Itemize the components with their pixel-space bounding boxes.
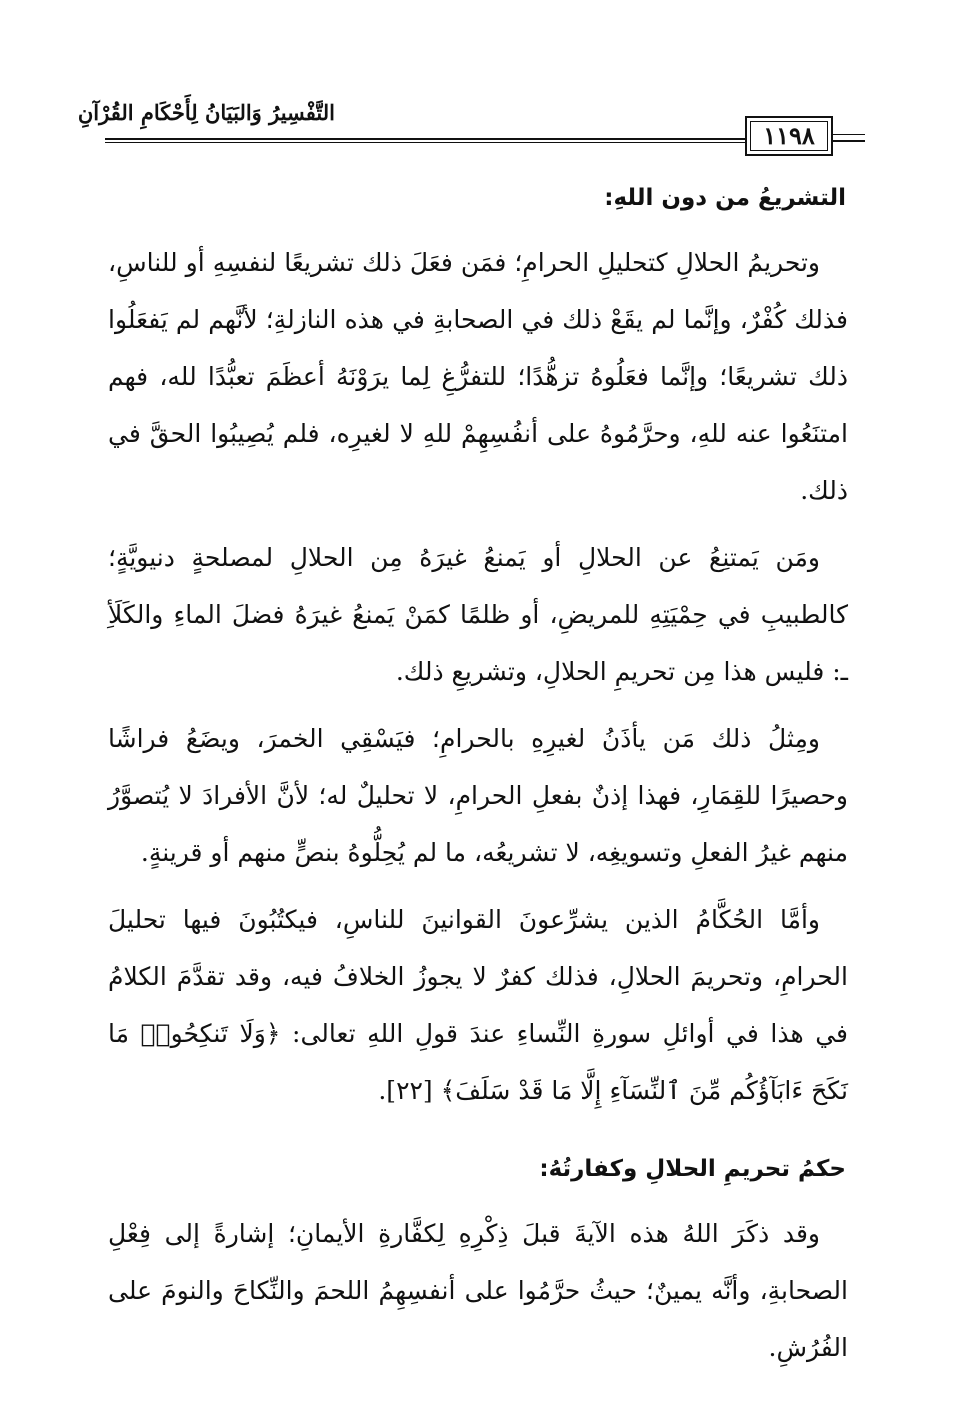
- section-heading-legislation: التشريعُ من دون اللهِ:: [604, 185, 846, 211]
- quran-verse: ﴿وَلَا تَنكِحُوا۟ مَا نَكَحَ ءَابَآؤُكُم مِّنَ ٱلنِّسَآءِ إِلَّا مَا قَدْ سَلَفَ﴾: [108, 1019, 848, 1105]
- header-rule: [105, 138, 747, 140]
- header-rule-right-thick: [833, 140, 865, 142]
- section-heading-ruling: حكمُ تحريمِ الحلالِ وكفارتُهُ:: [539, 1156, 846, 1182]
- verse-reference: [٢٢].: [378, 1076, 441, 1105]
- paragraph-3: ومِثلُ ذلك مَن يأذَنُ لغيرِهِ بالحرامِ؛ فيَسْقِي الخمرَ، ويضَعُ فراشًا وحصيرًا للقِمَارِ، فهذا إذنٌ بفعلِ الحرامِ، لا تحليلٌ له؛ لأنَّ الأفرادَ لا يُتصوَّرُ منهم غيرُ الفعلِ وتسويغِه، لا تشريعُه، ما لم يُحِلُّوهُ بنصٍّ منهم أو قرينةٍ.: [108, 724, 848, 867]
- paragraph-4-text: وأمَّا الحُكَّامُ الذين يشرِّعونَ القوانينَ للناسِ، فيكتُبُونَ فيها تحليلَ الحرامِ، وتحريمَ الحلالِ، فذلك كفرٌ لا يجوزُ الخلافُ فيه، وقد تقدَّمَ الكلامُ في هذا في أوائلِ سورةِ النِّساءِ عندَ قولِ اللهِ تعالى:: [108, 905, 848, 1048]
- paragraph-1: وتحريمُ الحلالِ كتحليلِ الحرامِ؛ فمَن فعَلَ ذلك تشريعًا لنفسِهِ أو للناسِ، فذلك كُفْرٌ، وإنَّما لم يقَعْ ذلك في الصحابةِ في هذه النازلةِ؛ لأنَّهم لم يَفعَلُوا ذلك تشريعًا؛ وإنَّما فعَلُوهُ تزهُّدًا؛ للتفرُّغِ لِما يرَوْنَهُ أعظَمَ تعبُّدًا لله، فهم امتنَعُوا عنه للهِ، وحرَّمُوهُ على أنفُسِهِمْ للهِ لا لغيرِه، فلم يُصِيبُوا الحقَّ في ذلك.: [108, 248, 848, 505]
- page-number: ١١٩٨: [763, 121, 815, 150]
- running-title: التَّفْسِيرُ وَالبَيَانُ لِأَحْكَامِ القُرْآنِ: [77, 100, 335, 125]
- spacer: [108, 1195, 848, 1205]
- paragraph-2: ومَن يَمتنِعُ عن الحلالِ أو يَمنعُ غيرَهُ مِن الحلالِ لمصلحةٍ دنيويَّةٍ؛ كالطبيبِ في حِمْيَتِهِ للمريضِ، أو ظلمًا كمَنْ يَمنعُ غيرَهُ فضلَ الماءِ والكَلَأِ ـ: فليس هذا مِن تحريمِ الحلالِ، وتشريعِ ذلك.: [108, 543, 849, 686]
- page-header: [77, 100, 865, 160]
- header-rule-thin: [105, 142, 747, 143]
- spacer: [108, 224, 848, 234]
- page-body: [108, 172, 848, 1376]
- page-number-frame: [745, 116, 833, 156]
- spacer: [108, 700, 848, 710]
- paragraph-5: وقد ذكَرَ اللهُ هذه الآيةَ قبلَ ذِكْرِهِ لِكفَّارةِ الأيمانِ؛ إشارةً إلى فِعْلِ الصحابةِ، وأنَّه يمينٌ؛ حيثُ حرَّمُوا على أنفسِهِمُ اللحمَ والنِّكاحَ والنومَ على الفُرُشِ.: [108, 1219, 848, 1362]
- header-rule-right: [833, 134, 865, 135]
- spacer: [108, 1119, 848, 1143]
- spacer: [108, 519, 848, 529]
- paragraph-4: [108, 891, 848, 1119]
- spacer: [108, 881, 848, 891]
